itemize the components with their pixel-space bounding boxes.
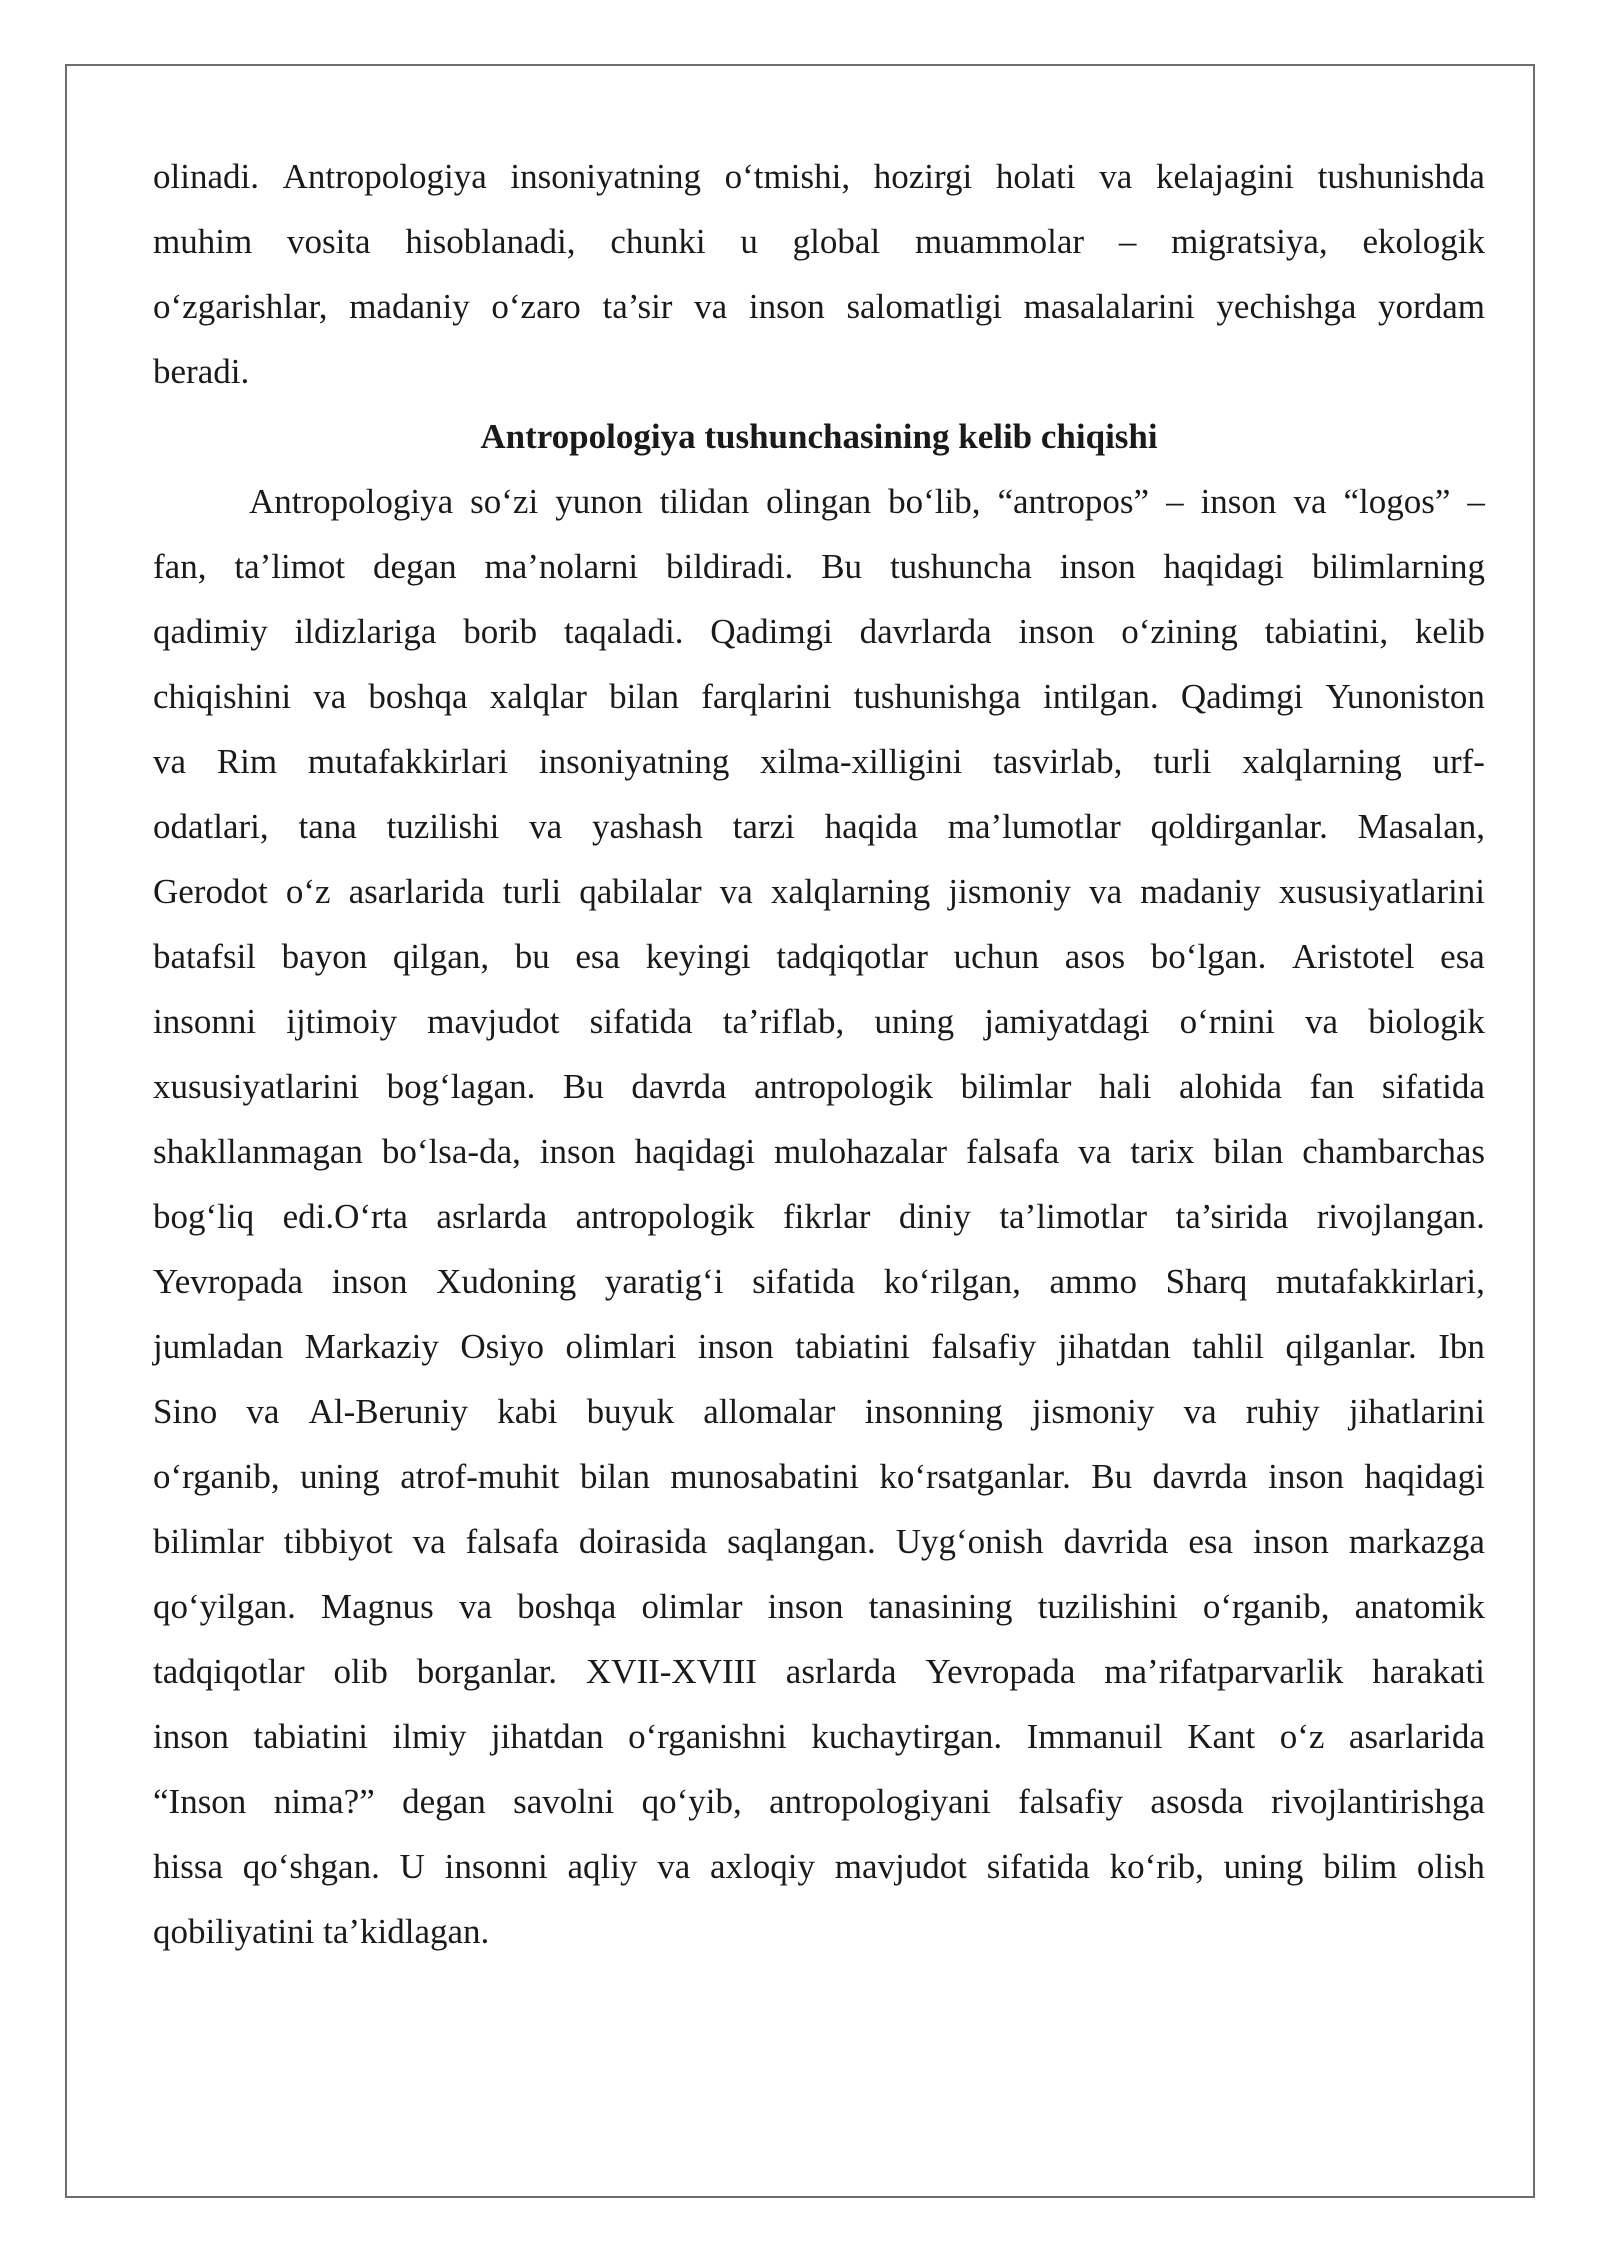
text-line: beradi. [153,352,250,391]
text-line: batafsil bayon qilgan, bu esa keyingi tadqiqotlar uchun asos boʻlgan. Aristotel esa [153,937,1485,976]
text-line: “Inson nima?” degan savolni qoʻyib, antropologiyani falsafiy asosda rivojlantirishga [153,1782,1485,1821]
text-line: Yevropada inson Xudoning yaratigʻi sifatida koʻrilgan, ammo Sharq mutafakkirlari, [153,1262,1485,1301]
text-line: inson tabiatini ilmiy jihatdan oʻrganishni kuchaytirgan. Immanuil Kant oʻz asarlarida [153,1717,1485,1756]
text-line: Gerodot oʻz asarlarida turli qabilalar va xalqlarning jismoniy va madaniy xususiyatlarini [153,872,1485,911]
text-line: qobiliyatini ta’kidlagan. [153,1912,490,1951]
text-line: jumladan Markaziy Osiyo olimlari inson tabiatini falsafiy jihatdan tahlil qilganlar. Ibn [153,1327,1485,1366]
text-line: bogʻliq edi.Oʻrta asrlarda antropologik fikrlar diniy ta’limotlar ta’sirida rivojlangan. [153,1197,1485,1236]
text-line: oʻrganib, uning atrof-muhit bilan munosabatini koʻrsatganlar. Bu davrda inson haqidagi [153,1457,1485,1496]
text-line: fan, ta’limot degan ma’nolarni bildiradi. Bu tushuncha inson haqidagi bilimlarning [153,547,1485,586]
section-heading: Antropologiya tushunchasining kelib chiqishi [480,417,1158,456]
text-line: insonni ijtimoiy mavjudot sifatida ta’riflab, uning jamiyatdagi oʻrnini va biologik [153,1002,1485,1041]
document-body [153,144,1485,1964]
text-line: Sino va Al-Beruniy kabi buyuk allomalar insonning jismoniy va ruhiy jihatlarini [153,1392,1485,1431]
text-line: hissa qoʻshgan. U insonni aqliy va axloqiy mavjudot sifatida koʻrib, uning bilim olish [153,1847,1485,1886]
text-line: odatlari, tana tuzilishi va yashash tarzi haqida ma’lumotlar qoldirganlar. Masalan, [153,807,1485,846]
text-line: olinadi. Antropologiya insoniyatning oʻtmishi, hozirgi holati va kelajagini tushunishda [153,157,1485,196]
text-line: Antropologiya soʻzi yunon tilidan olingan boʻlib, “antropos” – inson va “logos” – [249,482,1485,521]
text-line: xususiyatlarini bogʻlagan. Bu davrda antropologik bilimlar hali alohida fan sifatida [153,1067,1485,1106]
text-line: qoʻyilgan. Magnus va boshqa olimlar inson tanasining tuzilishini oʻrganib, anatomik [153,1587,1485,1626]
paragraph-2 [153,469,1485,1964]
text-line: va Rim mutafakkirlari insoniyatning xilma-xilligini tasvirlab, turli xalqlarning urf- [153,742,1485,781]
text-line: tadqiqotlar olib borganlar. XVII-XVIII asrlarda Yevropada ma’rifatparvarlik harakati [153,1652,1485,1691]
text-line: bilimlar tibbiyot va falsafa doirasida saqlangan. Uygʻonish davrida esa inson markazga [153,1522,1485,1561]
text-line: oʻzgarishlar, madaniy oʻzaro ta’sir va inson salomatligi masalalarini yechishga yordam [153,287,1485,326]
paragraph-1 [153,144,1485,404]
text-line: shakllanmagan boʻlsa-da, inson haqidagi mulohazalar falsafa va tarix bilan chambarchas [153,1132,1485,1171]
text-line: qadimiy ildizlariga borib taqaladi. Qadimgi davrlarda inson oʻzining tabiatini, kelib [153,612,1485,651]
text-line: chiqishini va boshqa xalqlar bilan farqlarini tushunishga intilgan. Qadimgi Yunoniston [153,677,1485,716]
text-line: muhim vosita hisoblanadi, chunki u global muammolar – migratsiya, ekologik [153,222,1485,261]
